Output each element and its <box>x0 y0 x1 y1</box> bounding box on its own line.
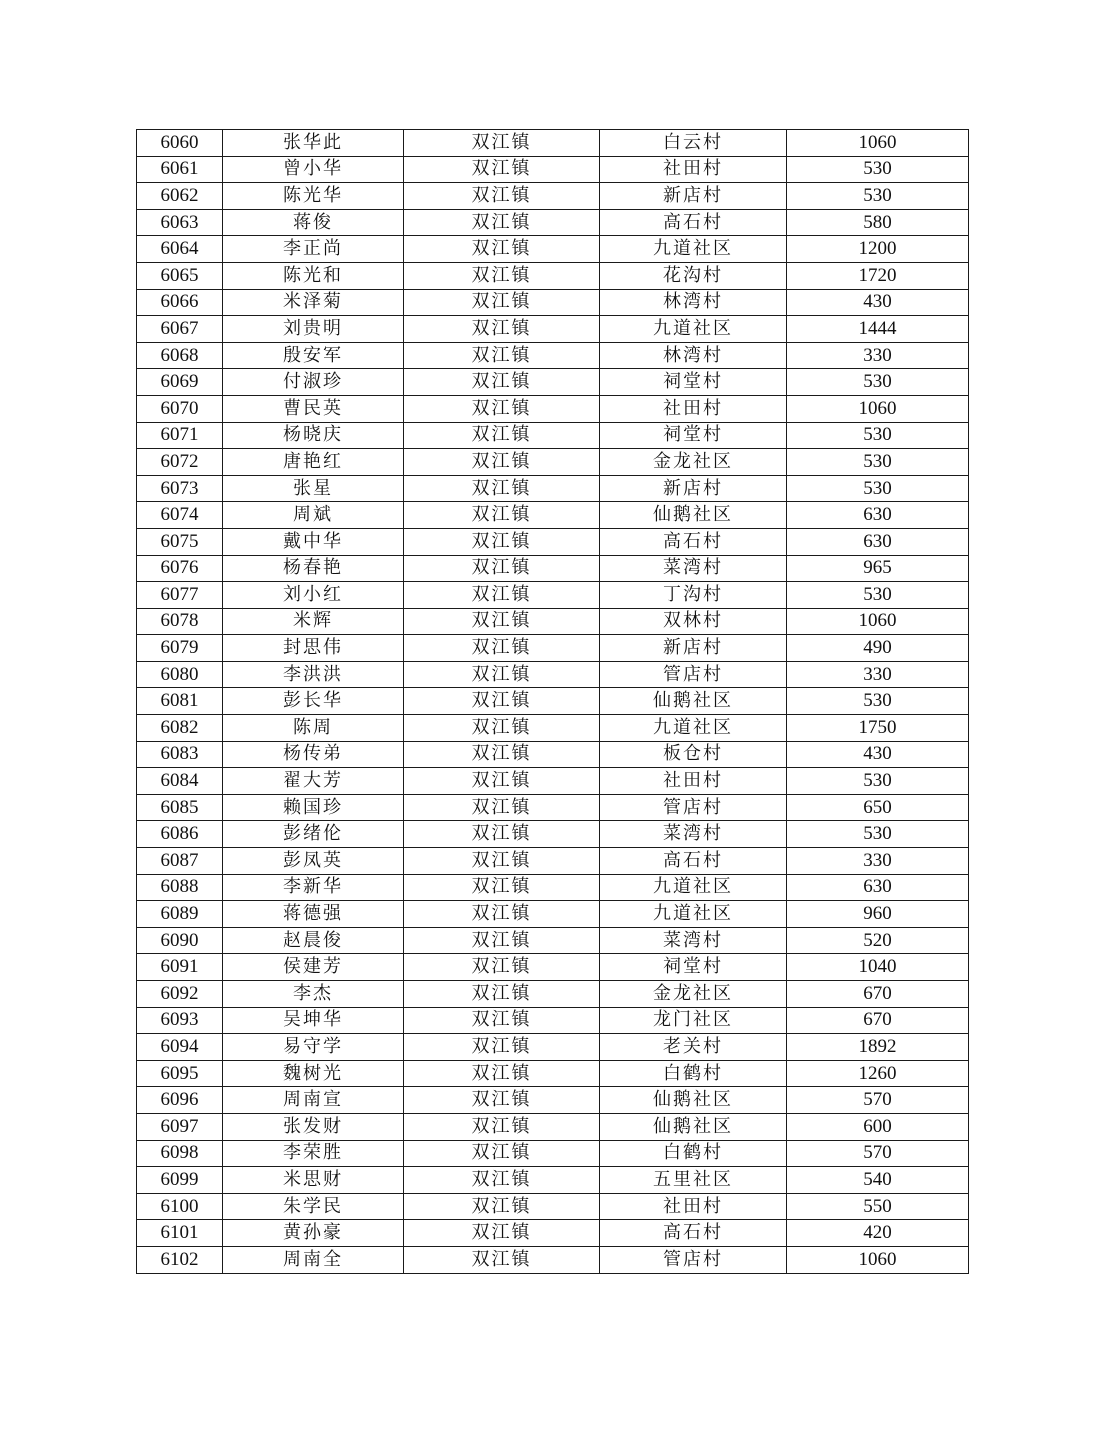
cell-name: 李正尚 <box>223 236 404 263</box>
cell-id: 6079 <box>137 635 223 662</box>
cell-name: 赖国珍 <box>223 794 404 821</box>
cell-name: 黄孙豪 <box>223 1220 404 1247</box>
cell-village: 菜湾村 <box>600 927 787 954</box>
table-row <box>137 1007 969 1034</box>
cell-amount: 670 <box>787 981 969 1008</box>
cell-id: 6062 <box>137 183 223 210</box>
cell-id: 6067 <box>137 316 223 343</box>
cell-village: 管店村 <box>600 661 787 688</box>
cell-village: 九道社区 <box>600 901 787 928</box>
cell-name: 米泽菊 <box>223 289 404 316</box>
cell-amount: 600 <box>787 1113 969 1140</box>
cell-amount: 1444 <box>787 316 969 343</box>
table-row <box>137 741 969 768</box>
cell-id: 6097 <box>137 1113 223 1140</box>
cell-village: 林湾村 <box>600 289 787 316</box>
cell-id: 6081 <box>137 688 223 715</box>
cell-name: 陈周 <box>223 715 404 742</box>
cell-village: 白鹤村 <box>600 1060 787 1087</box>
cell-name: 周南全 <box>223 1246 404 1273</box>
cell-name: 蒋德强 <box>223 901 404 928</box>
cell-amount: 530 <box>787 475 969 502</box>
cell-town: 双江镇 <box>404 821 600 848</box>
cell-town: 双江镇 <box>404 475 600 502</box>
table-row <box>137 927 969 954</box>
table-row <box>137 475 969 502</box>
table-row <box>137 342 969 369</box>
cell-village: 新店村 <box>600 475 787 502</box>
cell-name: 张星 <box>223 475 404 502</box>
table-body <box>137 130 969 1274</box>
cell-id: 6076 <box>137 555 223 582</box>
table-row <box>137 422 969 449</box>
table-row <box>137 582 969 609</box>
cell-amount: 530 <box>787 688 969 715</box>
cell-town: 双江镇 <box>404 236 600 263</box>
cell-town: 双江镇 <box>404 528 600 555</box>
cell-town: 双江镇 <box>404 874 600 901</box>
cell-id: 6088 <box>137 874 223 901</box>
cell-id: 6073 <box>137 475 223 502</box>
cell-id: 6087 <box>137 848 223 875</box>
cell-amount: 630 <box>787 528 969 555</box>
cell-id: 6098 <box>137 1140 223 1167</box>
cell-town: 双江镇 <box>404 901 600 928</box>
table-row <box>137 1140 969 1167</box>
cell-town: 双江镇 <box>404 1034 600 1061</box>
cell-name: 魏树光 <box>223 1060 404 1087</box>
cell-name: 张发财 <box>223 1113 404 1140</box>
cell-id: 6085 <box>137 794 223 821</box>
cell-village: 白鹤村 <box>600 1140 787 1167</box>
cell-name: 蒋俊 <box>223 209 404 236</box>
cell-village: 九道社区 <box>600 715 787 742</box>
cell-village: 高石村 <box>600 1220 787 1247</box>
cell-amount: 1892 <box>787 1034 969 1061</box>
cell-name: 李洪洪 <box>223 661 404 688</box>
cell-village: 花沟村 <box>600 262 787 289</box>
cell-id: 6065 <box>137 262 223 289</box>
cell-village: 金龙社区 <box>600 981 787 1008</box>
cell-id: 6071 <box>137 422 223 449</box>
cell-village: 龙门社区 <box>600 1007 787 1034</box>
cell-id: 6075 <box>137 528 223 555</box>
cell-village: 祠堂村 <box>600 369 787 396</box>
cell-name: 赵晨俊 <box>223 927 404 954</box>
cell-amount: 965 <box>787 555 969 582</box>
table-row <box>137 209 969 236</box>
cell-village: 仙鹅社区 <box>600 502 787 529</box>
cell-village: 仙鹅社区 <box>600 1087 787 1114</box>
table-row <box>137 715 969 742</box>
table-row <box>137 449 969 476</box>
cell-town: 双江镇 <box>404 183 600 210</box>
cell-name: 周南宣 <box>223 1087 404 1114</box>
cell-amount: 1750 <box>787 715 969 742</box>
cell-id: 6101 <box>137 1220 223 1247</box>
cell-id: 6086 <box>137 821 223 848</box>
cell-amount: 330 <box>787 342 969 369</box>
cell-amount: 1060 <box>787 395 969 422</box>
table-row <box>137 236 969 263</box>
table-row <box>137 768 969 795</box>
cell-town: 双江镇 <box>404 1113 600 1140</box>
cell-name: 吴坤华 <box>223 1007 404 1034</box>
table-row <box>137 1060 969 1087</box>
cell-name: 朱学民 <box>223 1193 404 1220</box>
cell-village: 老关村 <box>600 1034 787 1061</box>
cell-amount: 1060 <box>787 130 969 157</box>
cell-id: 6068 <box>137 342 223 369</box>
cell-id: 6061 <box>137 156 223 183</box>
cell-amount: 630 <box>787 502 969 529</box>
cell-town: 双江镇 <box>404 1193 600 1220</box>
cell-name: 杨传弟 <box>223 741 404 768</box>
cell-amount: 1720 <box>787 262 969 289</box>
cell-town: 双江镇 <box>404 954 600 981</box>
cell-amount: 420 <box>787 1220 969 1247</box>
cell-name: 彭绪伦 <box>223 821 404 848</box>
cell-name: 周斌 <box>223 502 404 529</box>
cell-village: 五里社区 <box>600 1167 787 1194</box>
cell-id: 6063 <box>137 209 223 236</box>
cell-name: 曹民英 <box>223 395 404 422</box>
cell-village: 新店村 <box>600 183 787 210</box>
cell-amount: 530 <box>787 369 969 396</box>
cell-village: 仙鹅社区 <box>600 688 787 715</box>
cell-town: 双江镇 <box>404 1140 600 1167</box>
cell-name: 刘小红 <box>223 582 404 609</box>
cell-name: 彭长华 <box>223 688 404 715</box>
cell-name: 陈光华 <box>223 183 404 210</box>
cell-name: 李新华 <box>223 874 404 901</box>
cell-amount: 670 <box>787 1007 969 1034</box>
cell-name: 张华此 <box>223 130 404 157</box>
cell-town: 双江镇 <box>404 608 600 635</box>
cell-name: 易守学 <box>223 1034 404 1061</box>
cell-town: 双江镇 <box>404 1167 600 1194</box>
cell-amount: 520 <box>787 927 969 954</box>
cell-id: 6094 <box>137 1034 223 1061</box>
cell-town: 双江镇 <box>404 715 600 742</box>
cell-id: 6102 <box>137 1246 223 1273</box>
cell-id: 6090 <box>137 927 223 954</box>
cell-town: 双江镇 <box>404 848 600 875</box>
cell-village: 社田村 <box>600 156 787 183</box>
table-row <box>137 316 969 343</box>
table-row <box>137 688 969 715</box>
cell-town: 双江镇 <box>404 422 600 449</box>
table-row <box>137 1113 969 1140</box>
cell-village: 仙鹅社区 <box>600 1113 787 1140</box>
table-row <box>137 954 969 981</box>
cell-name: 侯建芳 <box>223 954 404 981</box>
cell-name: 李荣胜 <box>223 1140 404 1167</box>
cell-amount: 550 <box>787 1193 969 1220</box>
cell-id: 6100 <box>137 1193 223 1220</box>
cell-town: 双江镇 <box>404 1246 600 1273</box>
table-row <box>137 555 969 582</box>
cell-town: 双江镇 <box>404 1220 600 1247</box>
cell-town: 双江镇 <box>404 927 600 954</box>
cell-amount: 580 <box>787 209 969 236</box>
cell-town: 双江镇 <box>404 981 600 1008</box>
cell-town: 双江镇 <box>404 1007 600 1034</box>
cell-amount: 650 <box>787 794 969 821</box>
cell-village: 白云村 <box>600 130 787 157</box>
cell-town: 双江镇 <box>404 661 600 688</box>
table-row <box>137 369 969 396</box>
cell-amount: 570 <box>787 1140 969 1167</box>
cell-amount: 330 <box>787 661 969 688</box>
cell-name: 刘贵明 <box>223 316 404 343</box>
table-row <box>137 874 969 901</box>
cell-id: 6083 <box>137 741 223 768</box>
cell-village: 管店村 <box>600 1246 787 1273</box>
cell-amount: 530 <box>787 449 969 476</box>
cell-town: 双江镇 <box>404 262 600 289</box>
cell-town: 双江镇 <box>404 289 600 316</box>
cell-town: 双江镇 <box>404 342 600 369</box>
cell-id: 6072 <box>137 449 223 476</box>
cell-amount: 530 <box>787 422 969 449</box>
cell-town: 双江镇 <box>404 156 600 183</box>
cell-town: 双江镇 <box>404 582 600 609</box>
cell-town: 双江镇 <box>404 502 600 529</box>
cell-name: 翟大芳 <box>223 768 404 795</box>
table-row <box>137 635 969 662</box>
cell-name: 杨晓庆 <box>223 422 404 449</box>
cell-town: 双江镇 <box>404 688 600 715</box>
cell-id: 6099 <box>137 1167 223 1194</box>
table-row <box>137 1087 969 1114</box>
cell-village: 高石村 <box>600 528 787 555</box>
cell-name: 米辉 <box>223 608 404 635</box>
cell-amount: 540 <box>787 1167 969 1194</box>
cell-id: 6078 <box>137 608 223 635</box>
table-row <box>137 156 969 183</box>
cell-amount: 490 <box>787 635 969 662</box>
cell-amount: 330 <box>787 848 969 875</box>
cell-town: 双江镇 <box>404 768 600 795</box>
cell-id: 6060 <box>137 130 223 157</box>
table-row <box>137 848 969 875</box>
cell-id: 6082 <box>137 715 223 742</box>
cell-amount: 530 <box>787 582 969 609</box>
cell-name: 杨春艳 <box>223 555 404 582</box>
cell-village: 高石村 <box>600 848 787 875</box>
subsidy-table <box>136 129 969 1274</box>
cell-town: 双江镇 <box>404 741 600 768</box>
cell-id: 6084 <box>137 768 223 795</box>
cell-town: 双江镇 <box>404 395 600 422</box>
cell-name: 曾小华 <box>223 156 404 183</box>
cell-amount: 960 <box>787 901 969 928</box>
cell-amount: 430 <box>787 741 969 768</box>
cell-town: 双江镇 <box>404 369 600 396</box>
table-row <box>137 661 969 688</box>
cell-village: 管店村 <box>600 794 787 821</box>
cell-amount: 430 <box>787 289 969 316</box>
table-row <box>137 981 969 1008</box>
cell-town: 双江镇 <box>404 1060 600 1087</box>
table-row <box>137 1246 969 1273</box>
cell-id: 6095 <box>137 1060 223 1087</box>
cell-village: 新店村 <box>600 635 787 662</box>
cell-village: 金龙社区 <box>600 449 787 476</box>
cell-amount: 530 <box>787 768 969 795</box>
cell-id: 6064 <box>137 236 223 263</box>
cell-id: 6091 <box>137 954 223 981</box>
cell-name: 付淑珍 <box>223 369 404 396</box>
cell-village: 九道社区 <box>600 874 787 901</box>
cell-amount: 630 <box>787 874 969 901</box>
cell-id: 6089 <box>137 901 223 928</box>
cell-town: 双江镇 <box>404 794 600 821</box>
table-row <box>137 1034 969 1061</box>
cell-town: 双江镇 <box>404 130 600 157</box>
table-row <box>137 528 969 555</box>
cell-town: 双江镇 <box>404 555 600 582</box>
cell-id: 6070 <box>137 395 223 422</box>
cell-id: 6093 <box>137 1007 223 1034</box>
table-row <box>137 794 969 821</box>
table-row <box>137 1220 969 1247</box>
cell-id: 6069 <box>137 369 223 396</box>
cell-name: 米思财 <box>223 1167 404 1194</box>
cell-amount: 570 <box>787 1087 969 1114</box>
cell-name: 封思伟 <box>223 635 404 662</box>
cell-village: 菜湾村 <box>600 555 787 582</box>
cell-amount: 530 <box>787 156 969 183</box>
cell-village: 社田村 <box>600 395 787 422</box>
cell-village: 祠堂村 <box>600 422 787 449</box>
table-row <box>137 1167 969 1194</box>
cell-name: 戴中华 <box>223 528 404 555</box>
cell-name: 陈光和 <box>223 262 404 289</box>
cell-village: 社田村 <box>600 1193 787 1220</box>
cell-village: 九道社区 <box>600 316 787 343</box>
cell-village: 祠堂村 <box>600 954 787 981</box>
table-row <box>137 1193 969 1220</box>
cell-amount: 1040 <box>787 954 969 981</box>
table-row <box>137 608 969 635</box>
cell-village: 社田村 <box>600 768 787 795</box>
cell-village: 菜湾村 <box>600 821 787 848</box>
cell-id: 6077 <box>137 582 223 609</box>
cell-id: 6074 <box>137 502 223 529</box>
cell-name: 殷安军 <box>223 342 404 369</box>
cell-amount: 1200 <box>787 236 969 263</box>
cell-amount: 1060 <box>787 608 969 635</box>
cell-town: 双江镇 <box>404 449 600 476</box>
cell-id: 6096 <box>137 1087 223 1114</box>
cell-amount: 1060 <box>787 1246 969 1273</box>
cell-id: 6066 <box>137 289 223 316</box>
cell-village: 板仓村 <box>600 741 787 768</box>
cell-town: 双江镇 <box>404 1087 600 1114</box>
cell-village: 双林村 <box>600 608 787 635</box>
cell-name: 李杰 <box>223 981 404 1008</box>
cell-name: 彭凤英 <box>223 848 404 875</box>
cell-village: 九道社区 <box>600 236 787 263</box>
cell-village: 高石村 <box>600 209 787 236</box>
table-row <box>137 183 969 210</box>
cell-amount: 1260 <box>787 1060 969 1087</box>
table-row <box>137 130 969 157</box>
cell-amount: 530 <box>787 821 969 848</box>
table-row <box>137 289 969 316</box>
cell-town: 双江镇 <box>404 316 600 343</box>
table-row <box>137 901 969 928</box>
table-row <box>137 502 969 529</box>
table-row <box>137 821 969 848</box>
cell-town: 双江镇 <box>404 209 600 236</box>
cell-id: 6092 <box>137 981 223 1008</box>
cell-village: 林湾村 <box>600 342 787 369</box>
cell-name: 唐艳红 <box>223 449 404 476</box>
table-row <box>137 395 969 422</box>
cell-amount: 530 <box>787 183 969 210</box>
cell-village: 丁沟村 <box>600 582 787 609</box>
cell-town: 双江镇 <box>404 635 600 662</box>
table-row <box>137 262 969 289</box>
cell-id: 6080 <box>137 661 223 688</box>
